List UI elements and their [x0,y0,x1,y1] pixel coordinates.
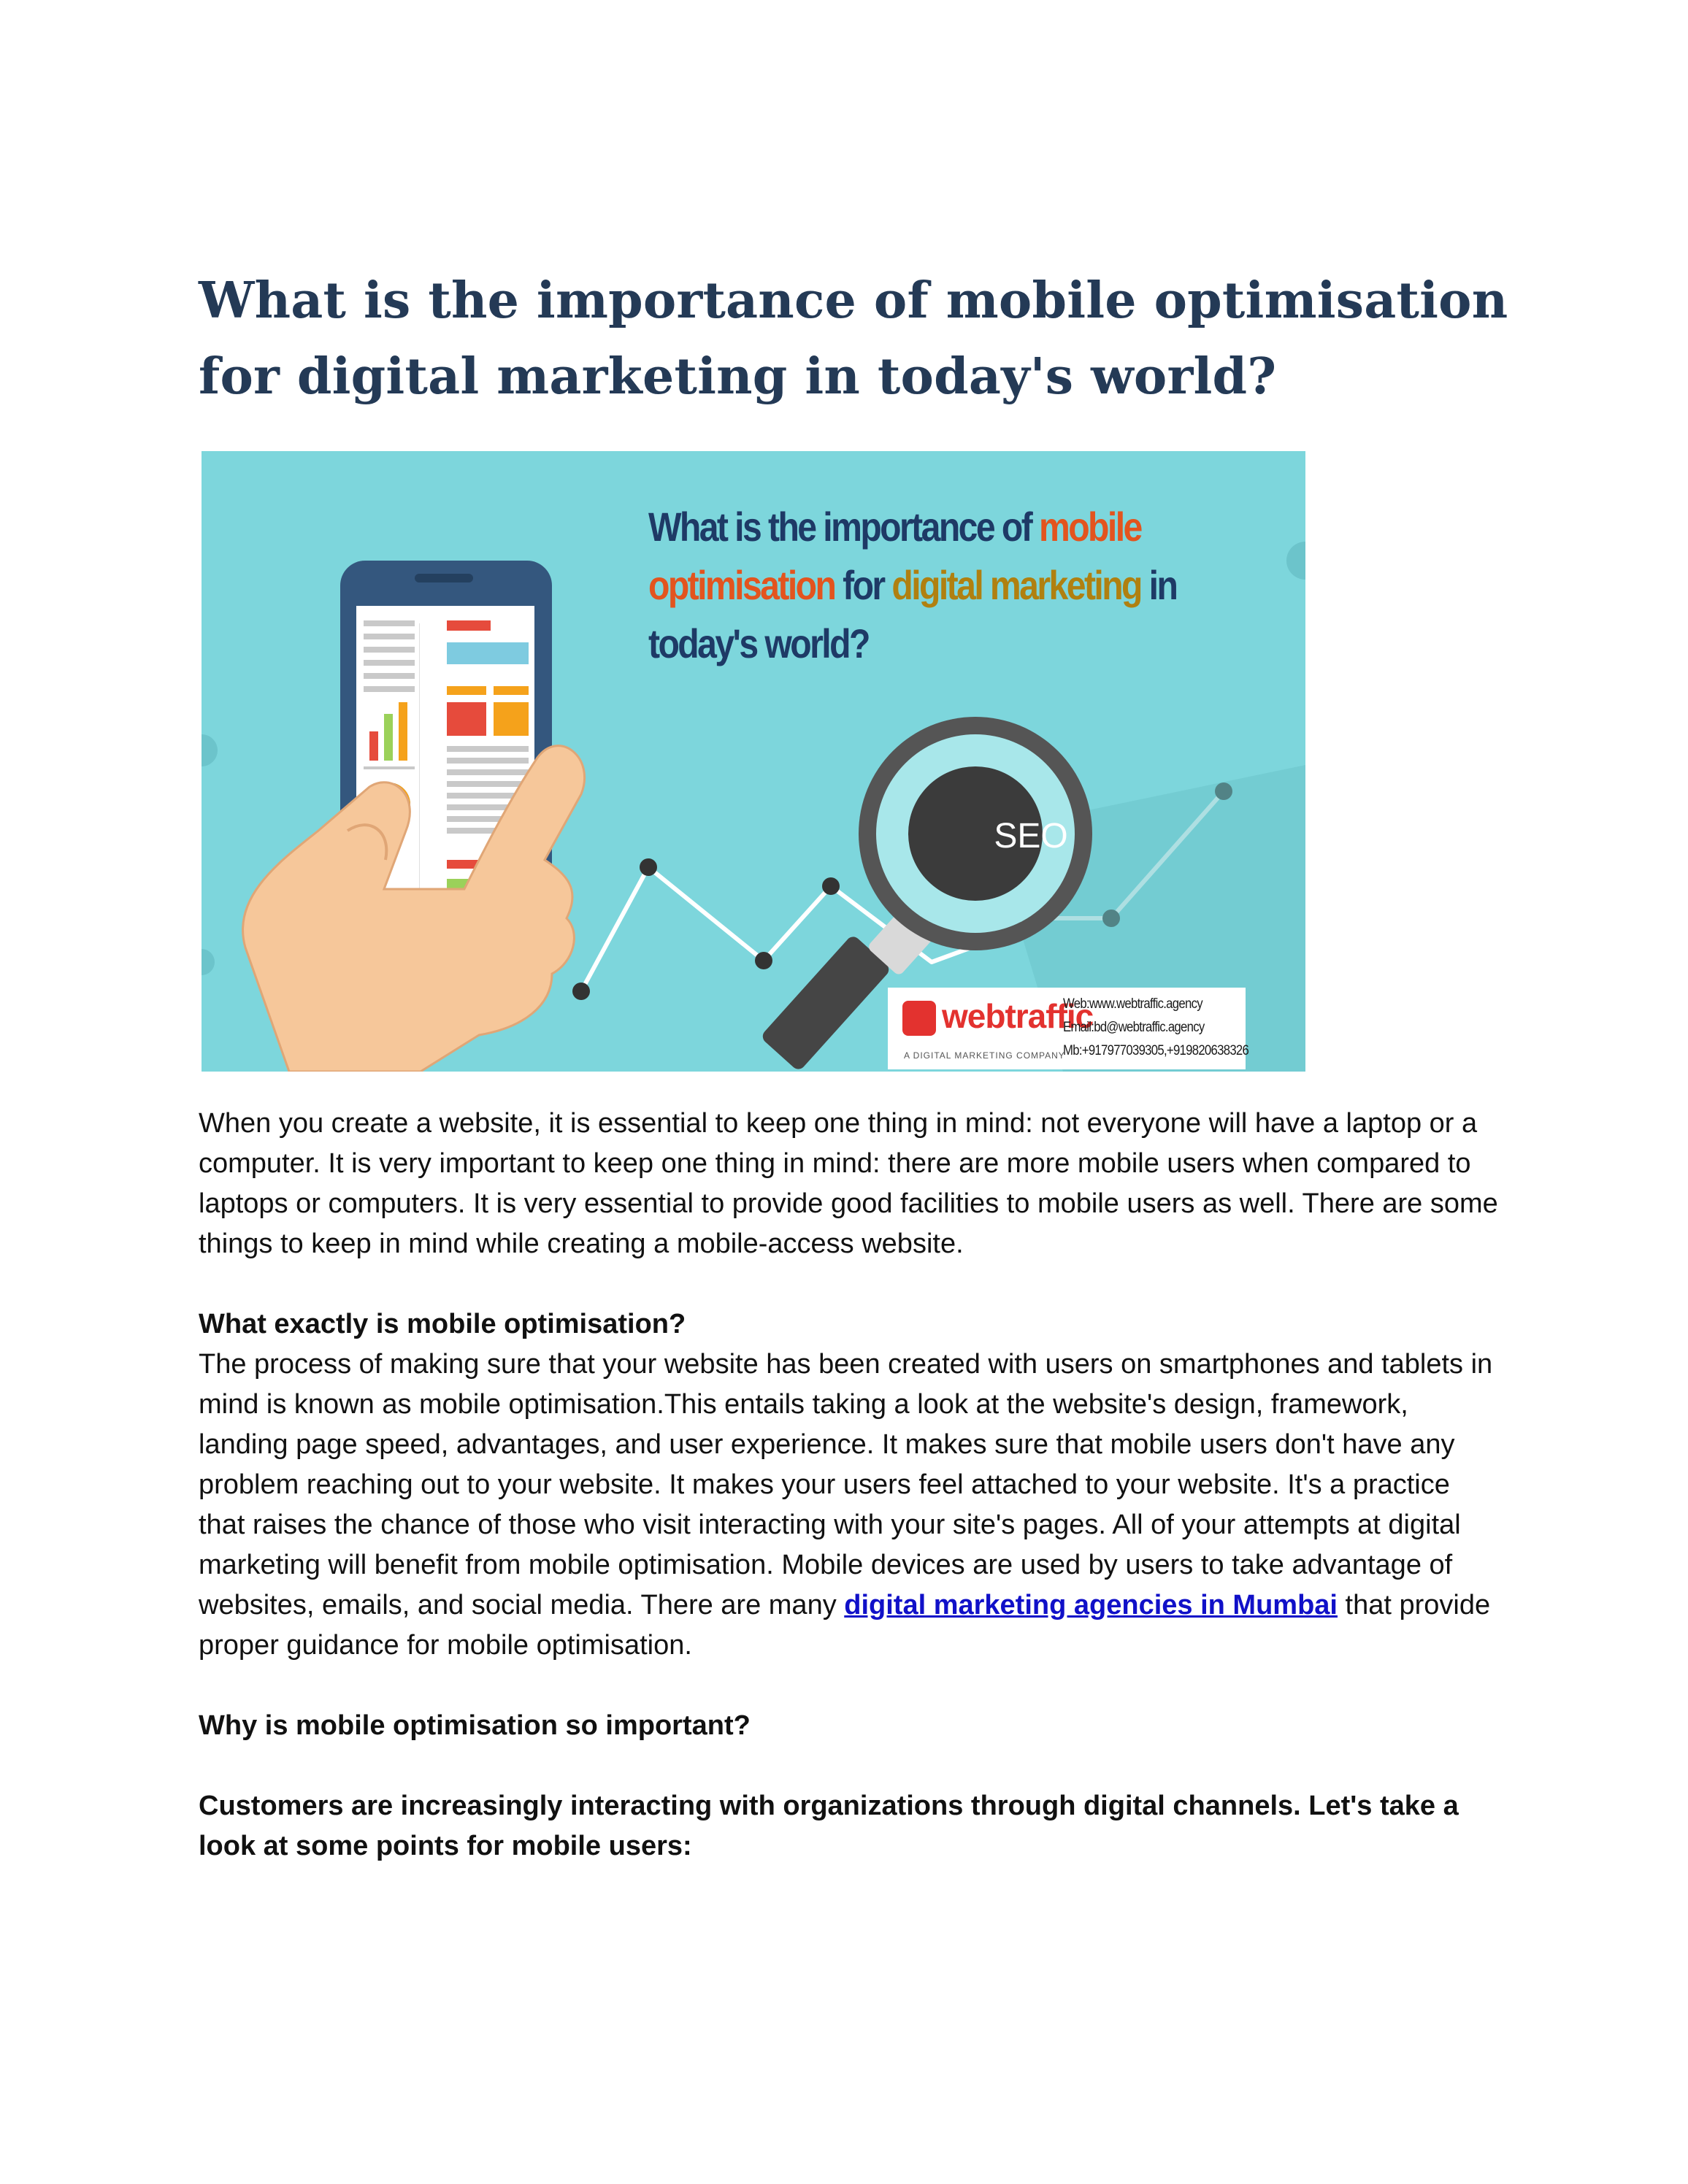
section-paragraph-mobile-optimisation: The process of making sure that your website has been created with users on smartphones and tablets in mind is known as mobile optimisation.This entails taking a look at the website's design, framework, landing page speed, advantages, and user experience. It makes sure that mobile users don't have any problem reaching out to your website. It makes your users feel attached to your website. It's a practice that raises the chance of those who visit interacting with your site's pages. All of your attempts at digital marketing will benefit from mobile optimisation. Mobile devices are used by users to take advantage of websites, emails, and social media. There are many digital marketing agencies in Mumbai that provide proper guidance for mobile optimisation. [199,1349,1493,1661]
banner-heading: What is the importance of mobile optimisation for digital marketing in today's world? [648,504,1177,666]
section-heading-importance: Why is mobile optimisation so important? [199,1710,751,1741]
agencies-link[interactable]: digital marketing agencies in Mumbai [844,1590,1338,1620]
page-title: What is the importance of mobile optimisation for digital marketing in today's world? [199,272,1508,406]
contact-phone: Mb:+917977039305,+919820638326 [1063,1043,1249,1058]
logo-tagline: A DIGITAL MARKETING COMPANY [904,1050,1065,1061]
logo-mark-icon [902,1001,936,1036]
seo-label: SEO [994,817,1068,855]
banner-image [202,451,1305,1072]
section-heading-mobile-optimisation: What exactly is mobile optimisation? [199,1309,686,1339]
contact-block [1063,993,1275,1063]
intro-paragraph: When you create a website, it is essential to keep one thing in mind: not everyone will have a laptop or a computer. It is very important to keep one thing in mind: there are more mobile users when compared to laptops or computers. It is very essential to provide good facilities to mobile users as well. There are some things to keep in mind while creating a mobile-access website. [199,1108,1498,1259]
section-lead-customers: Customers are increasingly interacting with organizations through digital channels. Let's take a look at some points for mobile users: [199,1791,1459,1861]
contact-web: Web:www.webtraffic.agency [1063,996,1202,1012]
logo-text: webtraffic [942,997,1094,1035]
contact-email: Email:bd@webtraffic.agency [1063,1020,1205,1035]
article-body [199,1104,1498,1866]
